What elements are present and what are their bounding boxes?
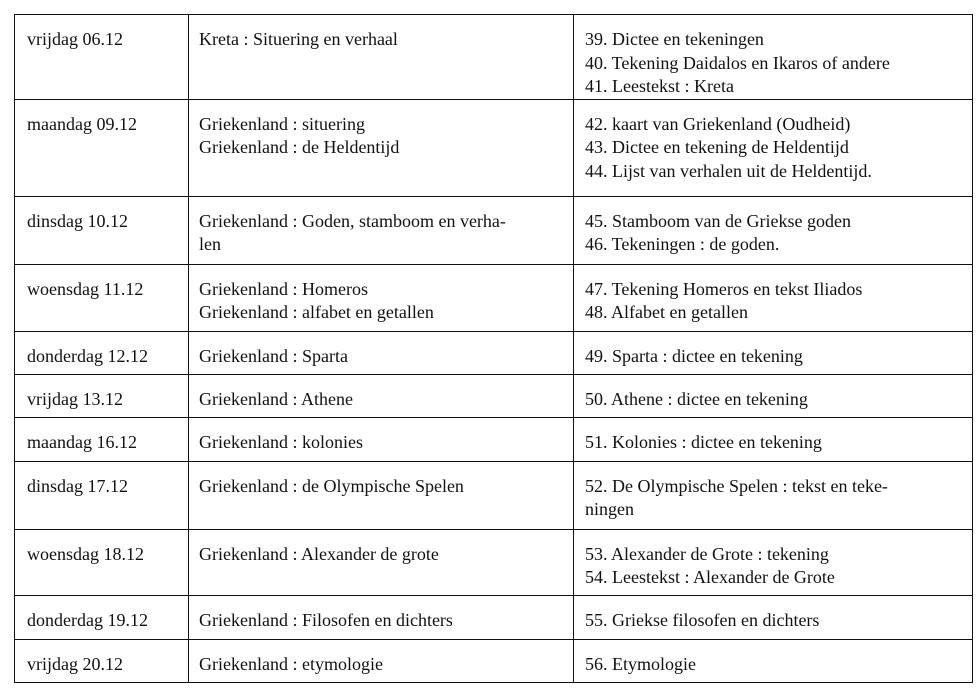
date-text: dinsdag 10.12 bbox=[27, 210, 128, 231]
task-line: 40. Tekening Daidalos en Ikaros of andere bbox=[585, 52, 890, 73]
date-cell bbox=[15, 417, 189, 461]
task-line: 55. Griekse filosofen en dichters bbox=[585, 609, 820, 630]
topic-cell bbox=[189, 529, 574, 595]
topic-line: Griekenland : Goden, stamboom en verha- bbox=[199, 210, 506, 231]
topic-cell bbox=[189, 417, 574, 461]
tasks-cell bbox=[574, 417, 973, 461]
date-text: woensdag 11.12 bbox=[27, 278, 144, 299]
topic-line: Griekenland : etymologie bbox=[199, 653, 383, 674]
date-text: maandag 16.12 bbox=[27, 431, 137, 452]
tasks-cell bbox=[574, 15, 973, 100]
schedule-row bbox=[15, 639, 973, 682]
topic-cell bbox=[189, 331, 574, 374]
topic-line: Griekenland : situering bbox=[199, 113, 365, 134]
schedule-row bbox=[15, 99, 973, 196]
date-text: dinsdag 17.12 bbox=[27, 475, 128, 496]
schedule-row bbox=[15, 374, 973, 417]
topic-cell bbox=[189, 374, 574, 417]
date-cell bbox=[15, 196, 189, 264]
schedule-row bbox=[15, 529, 973, 595]
topic-line: Griekenland : Homeros bbox=[199, 278, 368, 299]
task-line: 39. Dictee en tekeningen bbox=[585, 29, 764, 49]
tasks-cell bbox=[574, 331, 973, 374]
date-text: maandag 09.12 bbox=[27, 113, 137, 134]
date-text: vrijdag 20.12 bbox=[27, 653, 123, 674]
task-line: 48. Alfabet en getallen bbox=[585, 302, 748, 322]
topic-line: Griekenland : Sparta bbox=[199, 345, 348, 366]
topic-line: Griekenland : kolonies bbox=[199, 431, 363, 452]
task-line: 49. Sparta : dictee en tekening bbox=[585, 345, 803, 366]
date-cell bbox=[15, 595, 189, 639]
topic-cell bbox=[189, 461, 574, 529]
topic-cell bbox=[189, 264, 574, 331]
date-cell bbox=[15, 99, 189, 196]
date-text: donderdag 12.12 bbox=[27, 345, 148, 366]
topic-cell bbox=[189, 639, 574, 682]
topic-line: Griekenland : de Olympische Spelen bbox=[199, 475, 464, 496]
task-line: 41. Leestekst : Kreta bbox=[585, 76, 734, 96]
schedule-row bbox=[15, 417, 973, 461]
task-line: 45. Stamboom van de Griekse goden bbox=[585, 210, 851, 231]
date-cell bbox=[15, 374, 189, 417]
task-line: 47. Tekening Homeros en tekst Iliados bbox=[585, 278, 863, 299]
topic-line: Griekenland : alfabet en getallen bbox=[199, 302, 434, 322]
topic-line: Griekenland : Filosofen en dichters bbox=[199, 609, 453, 630]
schedule-row bbox=[15, 264, 973, 331]
task-line: 42. kaart van Griekenland (Oudheid) bbox=[585, 113, 851, 134]
task-line: 46. Tekeningen : de goden. bbox=[585, 234, 780, 254]
tasks-cell bbox=[574, 374, 973, 417]
lesson-schedule-table bbox=[14, 14, 973, 683]
date-cell bbox=[15, 639, 189, 682]
topic-cell bbox=[189, 15, 574, 100]
task-line: ningen bbox=[585, 499, 634, 519]
date-text: vrijdag 06.12 bbox=[27, 29, 123, 49]
tasks-cell bbox=[574, 461, 973, 529]
date-cell bbox=[15, 461, 189, 529]
tasks-cell bbox=[574, 595, 973, 639]
topic-line: Griekenland : Alexander de grote bbox=[199, 543, 439, 564]
topic-line: len bbox=[199, 234, 221, 254]
date-text: woensdag 18.12 bbox=[27, 543, 144, 564]
tasks-cell bbox=[574, 99, 973, 196]
topic-line: Griekenland : de Heldentijd bbox=[199, 137, 400, 157]
date-cell bbox=[15, 331, 189, 374]
tasks-cell bbox=[574, 264, 973, 331]
date-text: donderdag 19.12 bbox=[27, 609, 148, 630]
date-text: vrijdag 13.12 bbox=[27, 388, 123, 409]
topic-cell bbox=[189, 595, 574, 639]
date-cell bbox=[15, 529, 189, 595]
task-line: 43. Dictee en tekening de Heldentijd bbox=[585, 137, 849, 157]
schedule-row bbox=[15, 461, 973, 529]
task-line: 56. Etymologie bbox=[585, 653, 696, 674]
date-cell bbox=[15, 15, 189, 100]
task-line: 52. De Olympische Spelen : tekst en teke- bbox=[585, 475, 888, 496]
task-line: 51. Kolonies : dictee en tekening bbox=[585, 431, 822, 452]
tasks-cell bbox=[574, 529, 973, 595]
topic-line: Griekenland : Athene bbox=[199, 388, 353, 409]
task-line: 53. Alexander de Grote : tekening bbox=[585, 543, 829, 564]
task-line: 50. Athene : dictee en tekening bbox=[585, 388, 808, 409]
date-cell bbox=[15, 264, 189, 331]
task-line: 54. Leestekst : Alexander de Grote bbox=[585, 567, 835, 587]
task-line: 44. Lijst van verhalen uit de Heldentijd. bbox=[585, 160, 872, 181]
schedule-body bbox=[15, 15, 973, 683]
tasks-cell bbox=[574, 639, 973, 682]
schedule-row bbox=[15, 595, 973, 639]
schedule-row bbox=[15, 331, 973, 374]
tasks-cell bbox=[574, 196, 973, 264]
topic-cell bbox=[189, 99, 574, 196]
topic-line: Kreta : Situering en verhaal bbox=[199, 29, 398, 49]
schedule-row bbox=[15, 196, 973, 264]
topic-cell bbox=[189, 196, 574, 264]
schedule-row bbox=[15, 15, 973, 100]
